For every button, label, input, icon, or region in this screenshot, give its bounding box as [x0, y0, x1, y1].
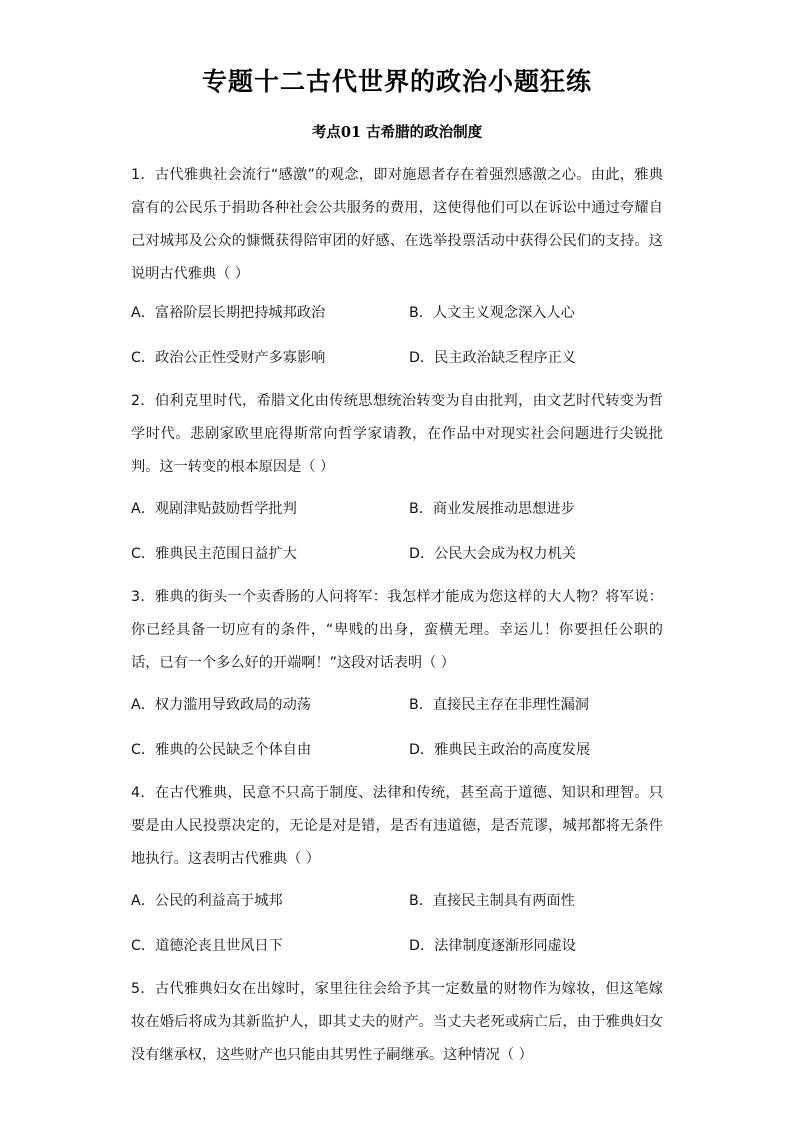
question-2-option-c: C．雅典民主范围日益扩大 — [131, 546, 297, 562]
question-3-option-c: C．雅典的公民缺乏个体自由 — [131, 742, 312, 758]
question-1-option-b: B．人文主义观念深入人心 — [409, 305, 575, 321]
question-3-option-d: D．雅典民主政治的高度发展 — [409, 742, 591, 758]
question-2-option-a: A．观剧津贴鼓励哲学批判 — [131, 501, 297, 517]
question-3-stem: 3．雅典的街头一个卖香肠的人问将军：我怎样才能成为您这样的大人物？将军说：你已经具备一切应有的条件，“卑贱的出身，蛮横无理。幸运儿！你要担任公职的话，已有一个多么好的开端啊！”这段对话表明（ ） — [131, 589, 663, 671]
page-title: 专题十二古代世界的政治小题狂练 — [201, 67, 592, 96]
section-subtitle: 考点01 古希腊的政治制度 — [311, 124, 483, 141]
question-5-stem: 5．古代雅典妇女在出嫁时，家里往往会给予其一定数量的财物作为嫁妆，但这笔嫁妆在婚后将成为其新监护人，即其丈夫的财产。当丈夫老死或病亡后，由于雅典妇女没有继承权，这些财产也只能由其男性子嗣继承。这种情况（ ） — [131, 981, 663, 1063]
question-2-stem: 2．伯利克里时代，希腊文化由传统思想统治转变为自由批判，由文艺时代转变为哲学时代。悲剧家欧里庇得斯常向哲学家请教，在作品中对现实社会问题进行尖锐批判。这一转变的根本原因是（ ） — [131, 393, 663, 475]
question-4-option-b: B．直接民主制具有两面性 — [409, 893, 575, 909]
question-3-option-a: A．权力滥用导致政局的动荡 — [131, 697, 311, 713]
question-4-option-d: D．法律制度逐渐形同虚设 — [409, 938, 576, 954]
question-4-option-a: A．公民的利益高于城邦 — [131, 893, 283, 909]
question-1-stem: 1．古代雅典社会流行“感激”的观念，即对施恩者存在着强烈感激之心。由此，雅典富有的公民乐于捐助各种社会公共服务的费用，这使得他们可以在诉讼中通过夸耀自己对城邦及公众的慷慨获得陪审团的好感、在选举投票活动中获得公民们的支持。这说明古代雅典（ ） — [131, 167, 663, 282]
question-4-stem: 4．在古代雅典，民意不只高于制度、法律和传统，甚至高于道德、知识和理智。只要是由人民投票决定的，无论是对是错，是否有违道德，是否荒谬，城邦都将无条件地执行。这表明古代雅典（ ） — [131, 785, 663, 867]
question-4-option-c: C．道德沦丧且世风日下 — [131, 938, 283, 954]
question-2-option-d: D．公民大会成为权力机关 — [409, 546, 576, 562]
question-1-option-d: D．民主政治缺乏程序正义 — [409, 350, 576, 366]
question-1-option-a: A．富裕阶层长期把持城邦政治 — [131, 305, 326, 321]
question-3-option-b: B．直接民主存在非理性漏洞 — [409, 697, 589, 713]
question-1-option-c: C．政治公正性受财产多寡影响 — [131, 350, 326, 366]
question-2-option-b: B．商业发展推动思想进步 — [409, 501, 575, 517]
